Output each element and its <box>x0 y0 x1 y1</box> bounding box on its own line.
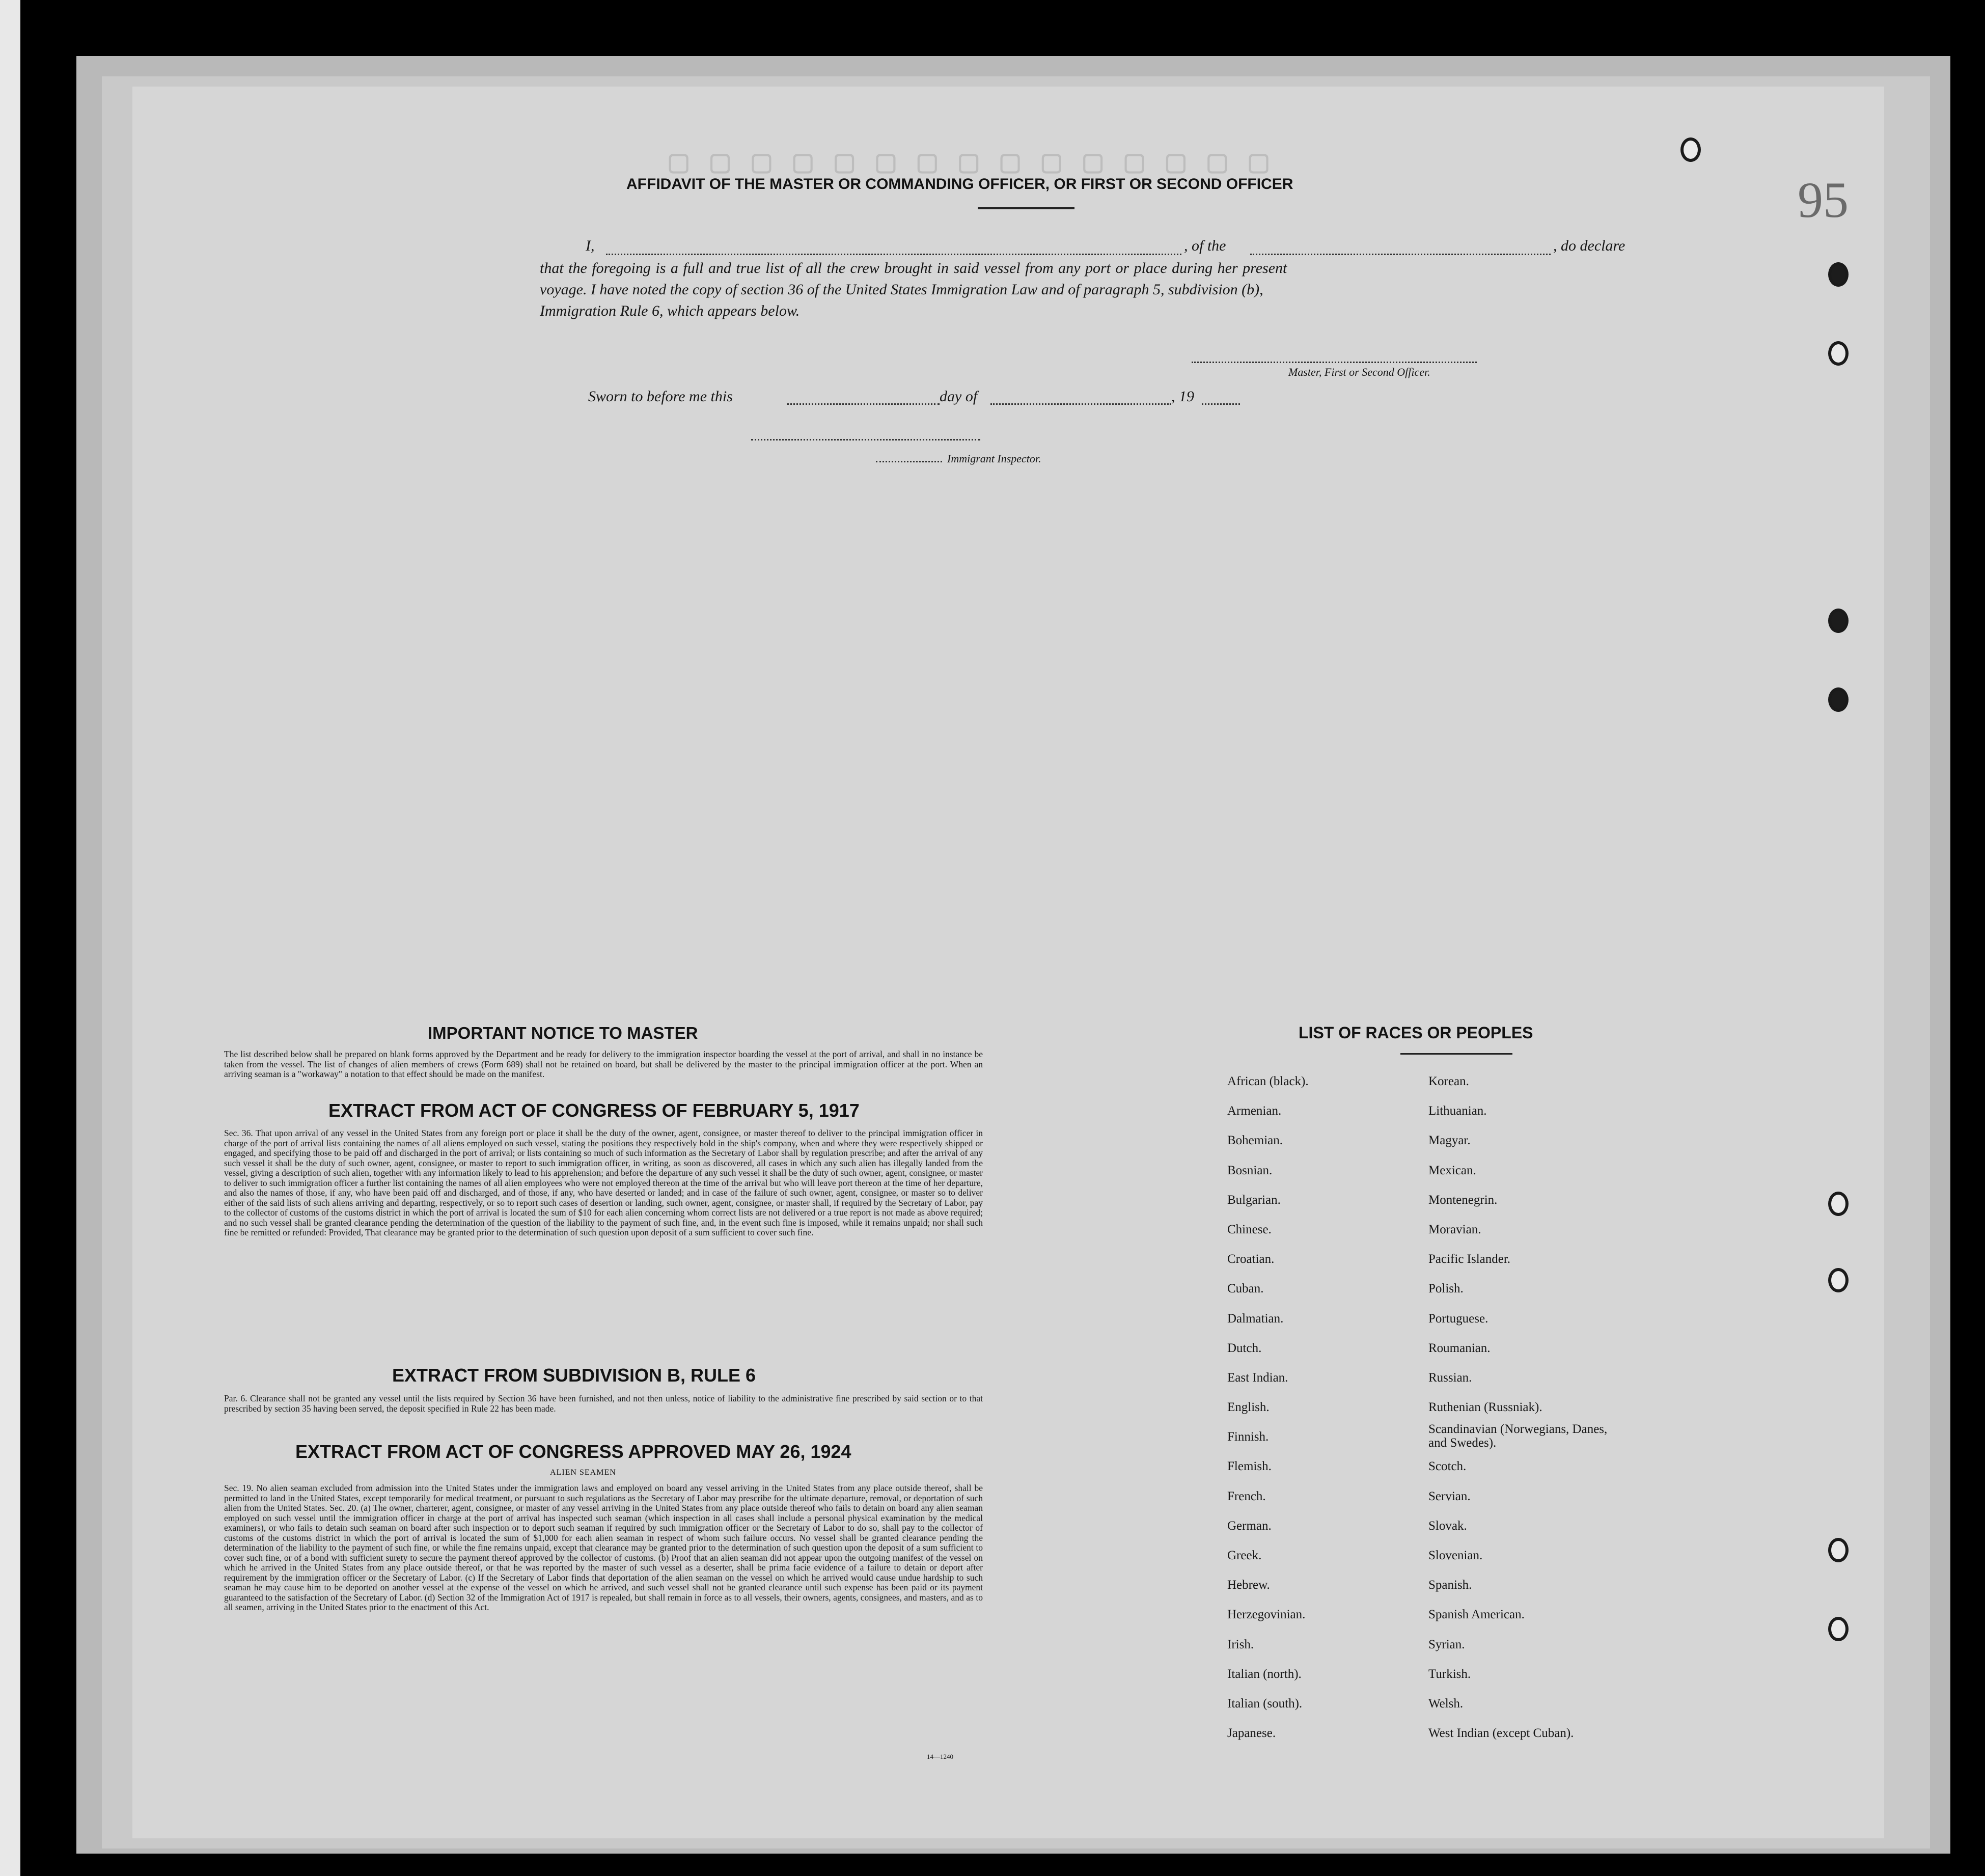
race-item: Slovenian. <box>1428 1549 1483 1562</box>
race-item: Mexican. <box>1428 1163 1476 1177</box>
race-item: African (black). <box>1227 1074 1309 1088</box>
race-item: Croatian. <box>1227 1252 1275 1266</box>
race-item: Irish. <box>1227 1637 1254 1651</box>
race-item: Flemish. <box>1227 1459 1272 1474</box>
month-blank <box>990 403 1171 405</box>
affidavit-of-the: , of the <box>1184 237 1226 254</box>
race-item: Welsh. <box>1428 1696 1464 1711</box>
binder-hole <box>1828 1192 1849 1216</box>
race-item: Ruthenian (Russniak). <box>1428 1400 1542 1415</box>
binder-hole <box>1828 609 1849 633</box>
affidavit-declare: , do declare <box>1553 237 1625 254</box>
vessel-blank <box>1250 254 1551 255</box>
race-item: Roumanian. <box>1428 1341 1491 1355</box>
race-item: East Indian. <box>1227 1370 1288 1385</box>
race-item: Armenian. <box>1227 1104 1282 1118</box>
race-item: English. <box>1227 1400 1270 1415</box>
race-item: Moravian. <box>1428 1222 1481 1236</box>
race-item: Cuban. <box>1227 1282 1264 1296</box>
binder-hole <box>1828 1268 1849 1292</box>
inspector-dotline <box>876 461 942 462</box>
binder-hole <box>1828 262 1849 287</box>
races-title-rule <box>1400 1053 1512 1055</box>
scan-left-edge <box>0 0 20 1876</box>
binder-hole <box>1680 137 1701 162</box>
race-item: Russian. <box>1428 1370 1472 1385</box>
title-rule <box>978 207 1074 209</box>
master-label: Master, First or Second Officer. <box>1288 366 1430 378</box>
affidavit-title: AFFIDAVIT OF THE MASTER OR COMMANDING OFFICER, OR FIRST OR SECOND OFFICER <box>626 176 1293 192</box>
race-item: Syrian. <box>1428 1637 1465 1651</box>
race-item: Scotch. <box>1428 1459 1467 1474</box>
extract-1924-body: Sec. 19. No alien seaman excluded from admission into the United States under the immigration laws and employed on board any vessel arriving in the United States from any place outside thereof, shall be permitted to land in the United States, except temporarily for medical treatment, or pursuant to such regulations as the Secretary of Labor may prescribe for the ultimate departure, removal, or deportation of such alien from the United States. Sec. 20. (a) The owner, charterer, agent, consignee, or master of any vessel arriving in the United States from any place outside thereof who fails to detain on board any alien seaman employed on such vessel until the immigration officer in charge at the port of arrival has inspected such seaman (which inspection in all cases shall include a personal physical examination by the medical examiners), or who fails to detain such seaman on board after such inspection or to deport such seaman if required by such immigration officer or the Secretary of Labor to do so, shall pay to the collector of customs of the customs district in which the port of arrival is located the sum of $1,000 for each alien seaman in respect of whom such failure occurs. No vessel shall be granted clearance pending the determination of the liability to the payment of such fine, or while the fine remains unpaid, except that clearance may be granted prior to the determination of such question upon the deposit of a sum sufficient to cover such fine, or of a bond with sufficient surety to secure the payment thereof approved by the collector of customs. (b) Proof that an alien seaman did not appear upon the outgoing manifest of the vessel on which he arrived in the United States from any place outside thereof, or that he was reported by the master of such vessel as a deserter, shall be prima facie evidence of a failure to detain or deport after requirement by the immigration officer or the Secretary of Labor. (c) If the Secretary of Labor finds that deportation of the alien seaman on the vessel on which he arrived would cause undue hardship to such seaman he may cause him to be deported on another vessel at the expense of the vessel on which he arrived, and such vessel shall not be granted clearance until such expense has been paid or its payment guaranteed to the satisfaction of the Secretary of Labor. (d) Section 32 of the Immigration Act of 1917 is repealed, but shall remain in force as to all vessels, their owners, agents, consignees, and masters, and as to all seamen, arriving in the United States prior to the enactment of this Act. <box>224 1483 983 1612</box>
master-signature-line <box>1192 362 1477 363</box>
sworn-day-blank <box>787 403 940 405</box>
form-number: 14—1240 <box>927 1753 953 1760</box>
extract-1917-body: Sec. 36. That upon arrival of any vessel in the United States from any foreign port or place it shall be the duty of the owner, agent, consignee, or master thereof to deliver to the principal immigration officer in charge of the port of arrival lists containing the names of all aliens employed on such vessel, stating the positions they respectively hold in the ship's company, when and where they were respectively shipped or engaged, and specifying those to be paid off and discharged in the port of arrival; or lists containing so much of such information as the Secretary of Labor shall by regulation prescribe; and after the arrival of any such vessel it shall be the duty of such owner, agent, consignee, or master to report to such immigration officer, in writing, as soon as discovered, all cases in which any such alien has illegally landed from the vessel, giving a description of such alien, together with any information likely to lead to his apprehension; and before the departure of any such vessel it shall be the duty of such owner, agent, consignee, or master to deliver to such immigration officer a further list containing the names of all alien employees who were not employed thereon at the time of the arrival but who will leave port thereon at the time of her departure, and also the names of those, if any, who have been paid off and discharged, and of those, if any, who have deserted or landed; and in case of the failure of such owner, agent, consignee, or master so to deliver either of the said lists of such aliens arriving and departing, respectively, or so to report such cases of desertion or landing, such owner, agent, consignee, or master shall, if required by the Secretary of Labor, pay to the collector of customs of the customs district in which the port of arrival is located the sum of $10 for each alien concerning whom correct lists are not delivered or a true report is not made as above required; and no such vessel shall be granted clearance pending the determination of the question of the liability to the payment of such fine, and, in the event such fine is imposed, while it remains unpaid; nor shall such fine be remitted or refunded: Provided, That clearance may be granted prior to the determination of such question upon deposit of a sum sufficient to cover such fine. <box>224 1128 983 1237</box>
race-item: Italian (south). <box>1227 1696 1303 1711</box>
race-item: Bosnian. <box>1227 1163 1273 1177</box>
race-item: Spanish American. <box>1428 1608 1525 1622</box>
race-item: Dutch. <box>1227 1341 1262 1355</box>
rule6-body: Par. 6. Clearance shall not be granted any vessel until the lists required by Section 36 have been furnished, and not then unless, notice of liability to the administrative fine prescribed by said section or to that prescribed by section 35 having been served, the deposit specified in Rule 22 has been made. <box>224 1393 983 1414</box>
name-blank <box>606 254 1181 255</box>
race-item: Italian (north). <box>1227 1667 1302 1681</box>
inspector-signature-line <box>751 439 980 440</box>
race-item: German. <box>1227 1519 1272 1533</box>
races-column-2 <box>1428 1067 1627 1748</box>
race-item: Turkish. <box>1428 1667 1471 1681</box>
race-item: West Indian (except Cuban). <box>1428 1726 1574 1741</box>
binder-hole <box>1828 1538 1849 1562</box>
race-item: French. <box>1227 1489 1266 1503</box>
notice-body: The list described below shall be prepared on blank forms approved by the Department and be ready for delivery to the immigration inspector boarding the vessel at the port of arrival, and shall in no instance be taken from the vessel. The list of changes of alien members of crews (Form 689) shall not be retained on board, but shall be delivered by the master to the principal immigration officer at the port. When an arriving seaman is a "workaway" a notation to that effect should be made on the manifest. <box>224 1049 983 1079</box>
notice-title: IMPORTANT NOTICE TO MASTER <box>428 1024 698 1042</box>
affidavit-i: I, <box>586 237 595 254</box>
race-item: Polish. <box>1428 1282 1464 1296</box>
race-item: Finnish. <box>1227 1430 1269 1444</box>
race-item: Montenegrin. <box>1428 1193 1498 1207</box>
race-item: Scandinavian (Norwegians, Danes, and Swedes). <box>1428 1422 1608 1450</box>
race-item: Herzegovinian. <box>1227 1608 1306 1622</box>
extract-1917-title: EXTRACT FROM ACT OF CONGRESS OF FEBRUARY 5, 1917 <box>328 1100 860 1121</box>
race-item: Pacific Islander. <box>1428 1252 1511 1266</box>
page-number-mark: 95 <box>1798 172 1849 228</box>
races-title: LIST OF RACES OR PEOPLES <box>1299 1024 1533 1042</box>
race-item: Korean. <box>1428 1074 1469 1088</box>
sworn-text: Sworn to before me this <box>588 388 733 405</box>
inspector-label: Immigrant Inspector. <box>947 452 1041 465</box>
race-item: Greek. <box>1227 1549 1262 1562</box>
binder-hole <box>1828 1617 1849 1641</box>
rule6-title: EXTRACT FROM SUBDIVISION B, RULE 6 <box>392 1365 756 1386</box>
race-item: Chinese. <box>1227 1222 1272 1236</box>
race-item: Hebrew. <box>1227 1578 1270 1592</box>
bleed-through-text: ▢ ▢ ▢ ▢ ▢ ▢ ▢ ▢ ▢ ▢ ▢ ▢ ▢ ▢ ▢ <box>667 149 1277 176</box>
race-item: Lithuanian. <box>1428 1104 1487 1118</box>
year-blank <box>1202 403 1240 405</box>
race-item: Slovak. <box>1428 1519 1467 1533</box>
day-of-text: day of <box>940 388 978 405</box>
binder-hole <box>1828 341 1849 366</box>
races-column-1 <box>1227 1067 1309 1748</box>
race-item: Servian. <box>1428 1489 1471 1503</box>
race-item: Portuguese. <box>1428 1311 1488 1326</box>
document-page <box>132 87 1884 1838</box>
race-item: Spanish. <box>1428 1578 1472 1592</box>
affidavit-line3: voyage. I have noted the copy of section 36 of the United States Immigration Law and of paragraph 5, subdivision (b), <box>540 281 1263 298</box>
extract-1924-title: EXTRACT FROM ACT OF CONGRESS APPROVED MAY 26, 1924 <box>295 1441 851 1462</box>
race-item: Magyar. <box>1428 1134 1471 1148</box>
race-item: Bohemian. <box>1227 1134 1283 1148</box>
binder-hole <box>1828 687 1849 712</box>
affidavit-line2: that the foregoing is a full and true list of all the crew brought in said vessel from any port or place during her present <box>540 260 1287 277</box>
race-item: Bulgarian. <box>1227 1193 1281 1207</box>
year-text: , 19 <box>1171 388 1194 405</box>
affidavit-line4: Immigration Rule 6, which appears below. <box>540 302 800 319</box>
race-item: Dalmatian. <box>1227 1311 1284 1326</box>
race-item: Japanese. <box>1227 1726 1276 1741</box>
alien-seamen-subtitle: ALIEN SEAMEN <box>550 1468 616 1477</box>
